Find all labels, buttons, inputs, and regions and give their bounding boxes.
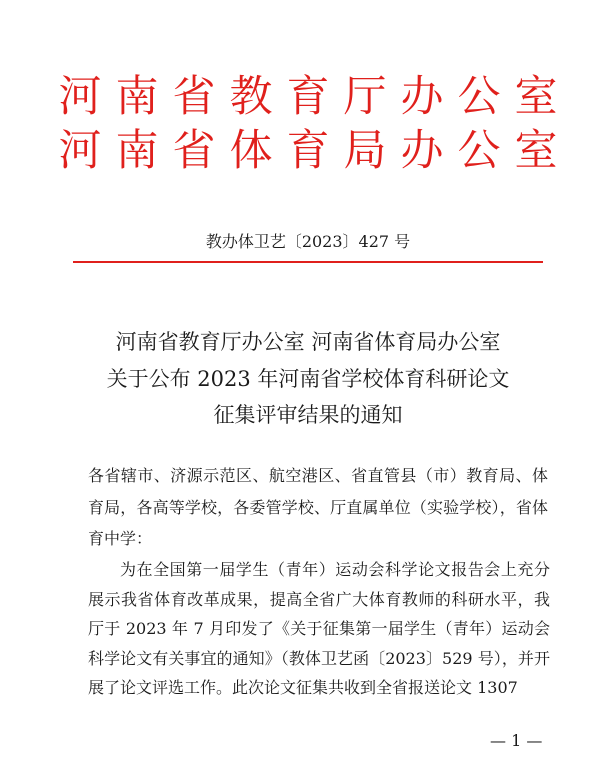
document-title-line-1: 河南省教育厅办公室 河南省体育局办公室: [115, 330, 501, 354]
red-divider: [73, 261, 543, 263]
document-title-line-3: 征集评审结果的通知: [213, 403, 403, 427]
document-number: 教办体卫艺〔2023〕427 号: [205, 232, 411, 251]
issuer-header-sports: 河南省体育局办公室: [58, 126, 572, 176]
salutation: 各省辖市、济源示范区、航空港区、省直管县（市）教育局、体育局，各高等学校，各委管学校、厅直属单位（实验学校），省体育中学：: [88, 466, 548, 548]
document-title-line-2: 关于公布 2023 年河南省学校体育科研论文: [106, 367, 510, 391]
issuer-header-education: 河南省教育厅办公室: [58, 72, 572, 122]
page-number: — 1 —: [490, 731, 543, 750]
body-paragraph: 为在全国第一届学生（青年）运动会科学论文报告会上充分展示我省体育改革成果，提高全省广大体育教师的科研水平，我厅于 2023 年 7 月印发了《关于征集第一届学生（青年）运动会科学论文有关事宜的通知》（教体卫艺函〔2023〕529 号），并开展了论文评选工作。此次论文征集共收到全省报送论文 1307: [88, 560, 550, 697]
